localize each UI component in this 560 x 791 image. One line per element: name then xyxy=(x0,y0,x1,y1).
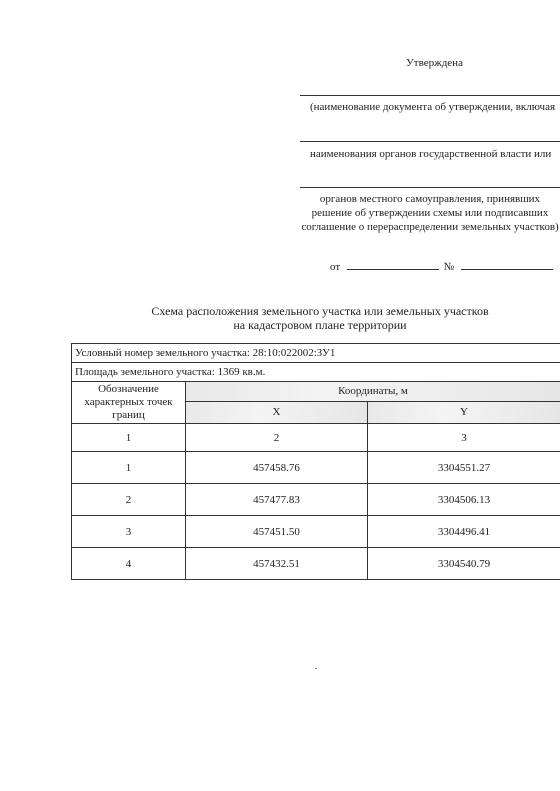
approval-date-row xyxy=(330,259,553,273)
x-cell: 457451.50 xyxy=(186,516,368,548)
conditional-number-cell: Условный номер земельного участка: 28:10:022002:ЗУ1 xyxy=(72,344,560,363)
number-sign: № xyxy=(443,261,455,273)
point-cell: 3 xyxy=(72,516,186,548)
date-prefix: от xyxy=(330,261,341,273)
number-blank xyxy=(461,259,553,270)
blank-line-document xyxy=(300,95,560,96)
y-cell: 3304551.27 xyxy=(368,452,560,484)
index-row xyxy=(72,424,560,452)
table-row xyxy=(72,452,560,484)
blank-line-authority xyxy=(300,141,560,142)
scheme-title-line1: Схема расположения земельного участка или земельных участков xyxy=(151,304,489,318)
x-cell: 457458.76 xyxy=(186,452,368,484)
y-cell: 3304496.41 xyxy=(368,516,560,548)
index-cell: 2 xyxy=(186,424,368,452)
coordinates-table xyxy=(71,343,560,580)
x-header-cell: X xyxy=(186,402,368,424)
index-cell: 1 xyxy=(72,424,186,452)
y-cell: 3304540.79 xyxy=(368,548,560,580)
x-cell: 457477.83 xyxy=(186,484,368,516)
table-row xyxy=(72,484,560,516)
point-header-cell: Обозначение характерных точек границ xyxy=(72,382,186,424)
date-blank xyxy=(347,259,439,270)
scheme-title-line2: на кадастровом плане территории xyxy=(233,318,407,332)
approval-title: Утверждена xyxy=(406,57,463,69)
area-cell: Площадь земельного участка: 1369 кв.м. xyxy=(72,363,560,382)
index-cell: 3 xyxy=(368,424,560,452)
blank-line-local xyxy=(300,187,560,188)
y-cell: 3304506.13 xyxy=(368,484,560,516)
note-local: органов местного самоуправления, принявших решение об утверждении схемы или подписавших соглашение о перераспределении земельных участков) xyxy=(301,193,559,233)
coords-header-cell: Координаты, м xyxy=(186,382,560,402)
x-cell: 457432.51 xyxy=(186,548,368,580)
point-cell: 1 xyxy=(72,452,186,484)
point-cell: 2 xyxy=(72,484,186,516)
table-row xyxy=(72,548,560,580)
table-row xyxy=(72,516,560,548)
note-authority: наименования органов государственной власти или xyxy=(310,148,552,160)
scan-speck xyxy=(315,668,317,669)
point-cell: 4 xyxy=(72,548,186,580)
scheme-title xyxy=(100,304,540,332)
y-header-cell: Y xyxy=(368,402,560,424)
note-document: (наименование документа об утверждении, включая xyxy=(310,101,556,113)
